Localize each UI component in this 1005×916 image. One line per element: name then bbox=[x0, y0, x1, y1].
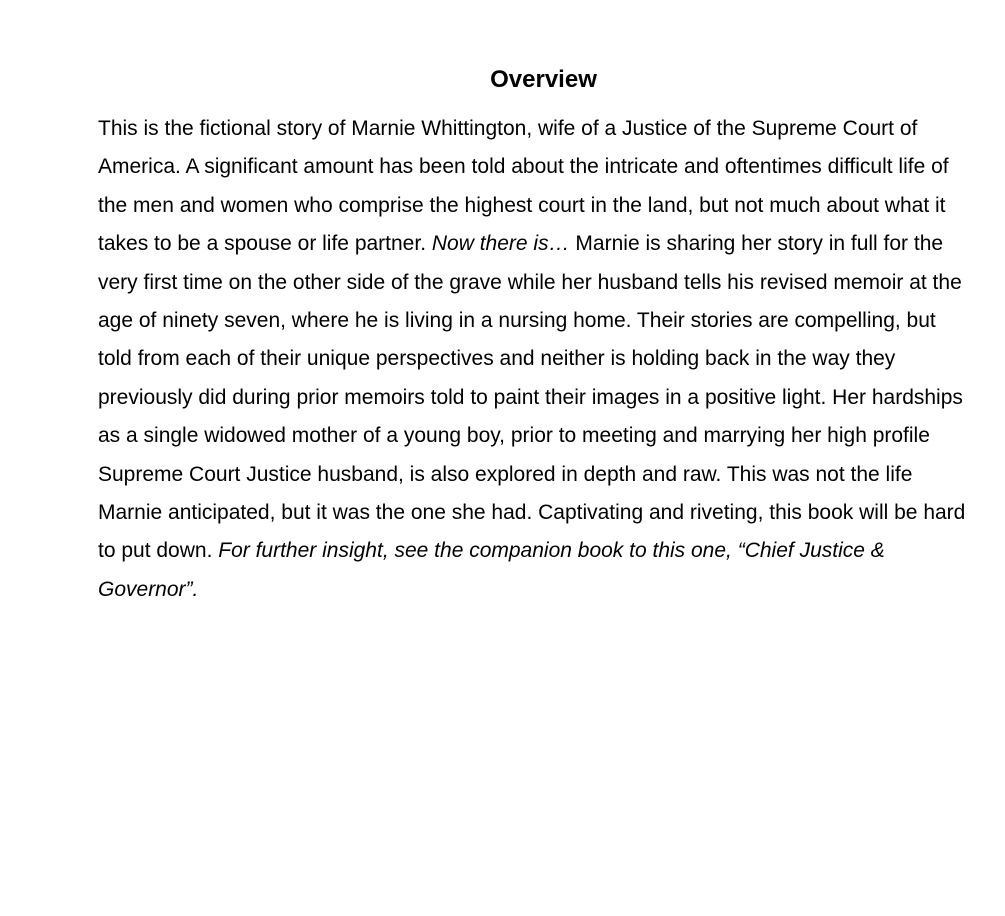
paragraph-italic-now-there-is: Now there is… bbox=[431, 232, 570, 256]
overview-paragraph bbox=[98, 110, 969, 609]
paragraph-text-part-2: Marnie is sharing her story in full for the very first time on the other side of the grave while her husband tells his revised memoir at the age of ninety seven, where he is living in a nursing home. Their stories are compelling, but told from each of their unique perspectives and neither is holding back in the way they previously did during prior memoirs told to paint their images in a positive light. Her hardships as a single widowed mother of a young boy, prior to meeting and marrying her high profile Supreme Court Justice husband, is also explored in depth and raw. This was not the life Marnie anticipated, but it was the one she had. Captivating and riveting, this book will be hard to put down. bbox=[98, 232, 966, 563]
paragraph-text-part-1: This is the fictional story of Marnie Whittington, wife of a Justice of the Supreme Court of America. A significant amount has been told about the intricate and oftentimes difficult life of the men and women who comprise the highest court in the land, but not much about what it takes to be a spouse or life partner. bbox=[98, 117, 949, 256]
page-title: Overview bbox=[490, 66, 597, 93]
paragraph-italic-companion-note: For further insight, see the companion book to this one, “Chief Justice & Governor”. bbox=[98, 539, 885, 601]
